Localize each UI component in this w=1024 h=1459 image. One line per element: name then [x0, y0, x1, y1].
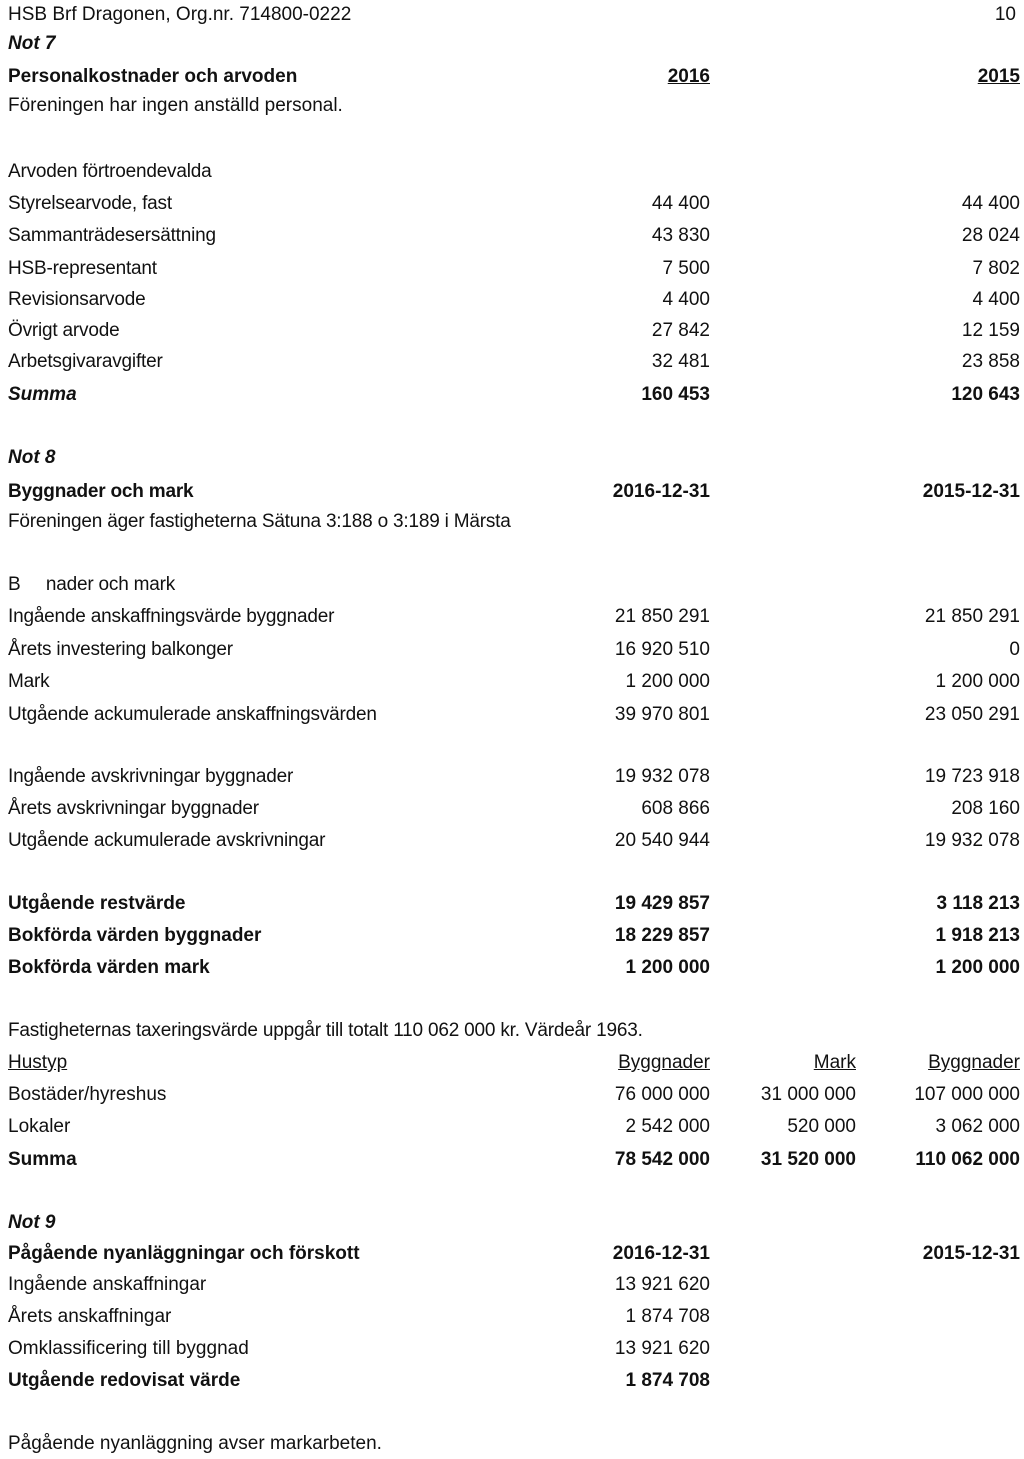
row-label: Årets investering balkonger	[8, 639, 233, 660]
row-value-land: 520 000	[787, 1116, 856, 1137]
table-row	[8, 826, 1020, 856]
table-row	[8, 1270, 1020, 1300]
note8-heading-line	[8, 477, 1020, 507]
row-value-2015: 4 400	[972, 289, 1020, 310]
row-value-2015: 1 918 213	[935, 925, 1020, 946]
note8-heading: Byggnader och mark	[8, 481, 194, 502]
row-label: HSB-representant	[8, 258, 157, 279]
row-value-2015: 19 932 078	[924, 830, 1020, 851]
note7-label-line	[8, 29, 1020, 59]
table-row	[8, 602, 1020, 632]
total-value-land: 31 520 000	[760, 1149, 856, 1170]
row-label: Årets avskrivningar byggnader	[8, 798, 259, 819]
total-label: Utgående redovisat värde	[8, 1370, 241, 1391]
page-header	[8, 0, 1020, 30]
row-label: Utgående restvärde	[8, 893, 186, 914]
row-value-2015: 1 200 000	[935, 671, 1020, 692]
note8-col1-header: 2016-12-31	[612, 481, 710, 502]
note9-label-line	[8, 1208, 1020, 1238]
note8-owns-line	[8, 507, 1020, 537]
table-row	[8, 221, 1020, 251]
row-value-2016: 32 481	[651, 351, 710, 372]
total-row	[8, 1145, 1020, 1175]
row-value-2016: 4 400	[662, 289, 710, 310]
note8-subheading-line	[8, 570, 1020, 600]
row-value-2015: 23 050 291	[924, 704, 1020, 725]
table-row	[8, 189, 1020, 219]
table-row	[8, 700, 1020, 730]
row-label: Utgående ackumulerade anskaffningsvärden	[8, 704, 377, 725]
note9-col1-header: 2016-12-31	[612, 1243, 710, 1264]
table-row	[8, 316, 1020, 346]
row-value-2016: 7 500	[662, 258, 710, 279]
row-value-2015: 1 200 000	[935, 957, 1020, 978]
note9-footer-line	[8, 1429, 1020, 1459]
note9-heading: Pågående nyanläggningar och förskott	[8, 1243, 360, 1264]
note7-label: Not 7	[8, 33, 56, 54]
total-value-2016: 1 874 708	[625, 1370, 710, 1391]
note8-label-line	[8, 443, 1020, 473]
tax-header-total: Byggnader	[928, 1052, 1020, 1073]
row-label: Mark	[8, 671, 50, 692]
table-row	[8, 635, 1020, 665]
row-value-2015: 44 400	[961, 193, 1020, 214]
row-value-2016: 19 429 857	[614, 893, 710, 914]
row-value-2016: 1 200 000	[625, 671, 710, 692]
note8-col2-header: 2015-12-31	[922, 481, 1020, 502]
total-value-buildings: 78 542 000	[614, 1149, 710, 1170]
note9-col2-header: 2015-12-31	[922, 1243, 1020, 1264]
table-row	[8, 285, 1020, 315]
note9-label: Not 9	[8, 1212, 56, 1233]
note7-heading-line	[8, 62, 1020, 92]
tax-value-text: Fastigheternas taxeringsvärde uppgår till totalt 110 062 000 kr. Värdeår 1963.	[8, 1020, 643, 1041]
note7-heading: Personalkostnader och arvoden	[8, 66, 298, 87]
row-label: Ingående anskaffningsvärde byggnader	[8, 606, 335, 627]
note7-staff-line	[8, 91, 1020, 121]
row-value-total: 3 062 000	[935, 1116, 1020, 1137]
table-row	[8, 347, 1020, 377]
summary-row	[8, 953, 1020, 983]
total-label: Summa	[8, 1149, 77, 1170]
row-label: Årets anskaffningar	[8, 1306, 172, 1327]
row-value-2016: 43 830	[651, 225, 710, 246]
table-row	[8, 794, 1020, 824]
total-value-2016: 160 453	[641, 384, 710, 405]
row-value-2015: 0	[1009, 639, 1020, 660]
tax-header-land: Mark	[813, 1052, 856, 1073]
row-value-2015: 21 850 291	[924, 606, 1020, 627]
row-label: Sammanträdesersättning	[8, 225, 216, 246]
row-value-2016: 19 932 078	[614, 766, 710, 787]
tax-header-buildings: Byggnader	[618, 1052, 710, 1073]
row-label: Övrigt arvode	[8, 320, 120, 341]
row-label: Arbetsgivaravgifter	[8, 351, 163, 372]
tax-header-type: Hustyp	[8, 1052, 68, 1073]
row-label: Styrelsearvode, fast	[8, 193, 172, 214]
note7-col2-header: 2015	[977, 66, 1020, 87]
total-row	[8, 1366, 1020, 1396]
note7-subheading: Arvoden förtroendevalda	[8, 161, 212, 182]
total-value-total: 110 062 000	[915, 1149, 1020, 1170]
row-value-2016: 608 866	[641, 798, 710, 819]
note7-col1-header: 2016	[667, 66, 710, 87]
row-value-land: 31 000 000	[760, 1084, 856, 1105]
row-label: Omklassificering till byggnad	[8, 1338, 249, 1359]
note9-heading-line	[8, 1239, 1020, 1269]
note8-owns-text: Föreningen äger fastigheterna Sätuna 3:188 o 3:189 i Märsta	[8, 511, 511, 532]
row-value-2015: 7 802	[972, 258, 1020, 279]
table-row	[8, 1302, 1020, 1332]
row-label: Bostäder/hyreshus	[8, 1084, 167, 1105]
row-value-2016: 44 400	[651, 193, 710, 214]
row-value-2016: 1 874 708	[625, 1306, 710, 1327]
table-row	[8, 1112, 1020, 1142]
row-value-2015: 208 160	[951, 798, 1020, 819]
table-row	[8, 254, 1020, 284]
row-value-2016: 13 921 620	[614, 1338, 710, 1359]
summary-row	[8, 889, 1020, 919]
total-value-2015: 120 643	[951, 384, 1020, 405]
row-label: Revisionsarvode	[8, 289, 146, 310]
row-value-buildings: 76 000 000	[614, 1084, 710, 1105]
note9-footer-text: Pågående nyanläggning avser markarbeten.	[8, 1433, 382, 1454]
row-value-2016: 18 229 857	[614, 925, 710, 946]
row-label: Ingående anskaffningar	[8, 1274, 207, 1295]
table-row	[8, 667, 1020, 697]
row-label: Ingående avskrivningar byggnader	[8, 766, 294, 787]
summary-row	[8, 921, 1020, 951]
total-row	[8, 380, 1020, 410]
tax-header-row	[8, 1048, 1020, 1078]
row-label: Lokaler	[8, 1116, 71, 1137]
table-row	[8, 1080, 1020, 1110]
row-value-2016: 16 920 510	[614, 639, 710, 660]
row-value-2016: 21 850 291	[614, 606, 710, 627]
row-label: Bokförda värden byggnader	[8, 925, 262, 946]
row-label: Bokförda värden mark	[8, 957, 210, 978]
tax-text-line	[8, 1016, 1020, 1046]
table-row	[8, 1334, 1020, 1364]
row-value-2016: 13 921 620	[614, 1274, 710, 1295]
row-label: Utgående ackumulerade avskrivningar	[8, 830, 326, 851]
row-value-2015: 28 024	[961, 225, 1020, 246]
note8-label: Not 8	[8, 447, 56, 468]
note8-subheading: B nader och mark	[8, 574, 176, 595]
row-value-total: 107 000 000	[914, 1084, 1020, 1105]
row-value-2016: 1 200 000	[625, 957, 710, 978]
row-value-2015: 3 118 213	[936, 893, 1020, 914]
row-value-buildings: 2 542 000	[625, 1116, 710, 1137]
row-value-2016: 27 842	[651, 320, 710, 341]
row-value-2015: 23 858	[961, 351, 1020, 372]
row-value-2016: 39 970 801	[614, 704, 710, 725]
row-value-2015: 19 723 918	[924, 766, 1020, 787]
row-value-2016: 20 540 944	[614, 830, 710, 851]
note7-staff-text: Föreningen har ingen anställd personal.	[8, 95, 343, 116]
table-row	[8, 762, 1020, 792]
total-label: Summa	[8, 384, 77, 405]
row-value-2015: 12 159	[961, 320, 1020, 341]
page-number: 10	[994, 4, 1016, 25]
document-title: HSB Brf Dragonen, Org.nr. 714800-0222	[8, 4, 352, 25]
note7-subheading-line	[8, 157, 1020, 187]
